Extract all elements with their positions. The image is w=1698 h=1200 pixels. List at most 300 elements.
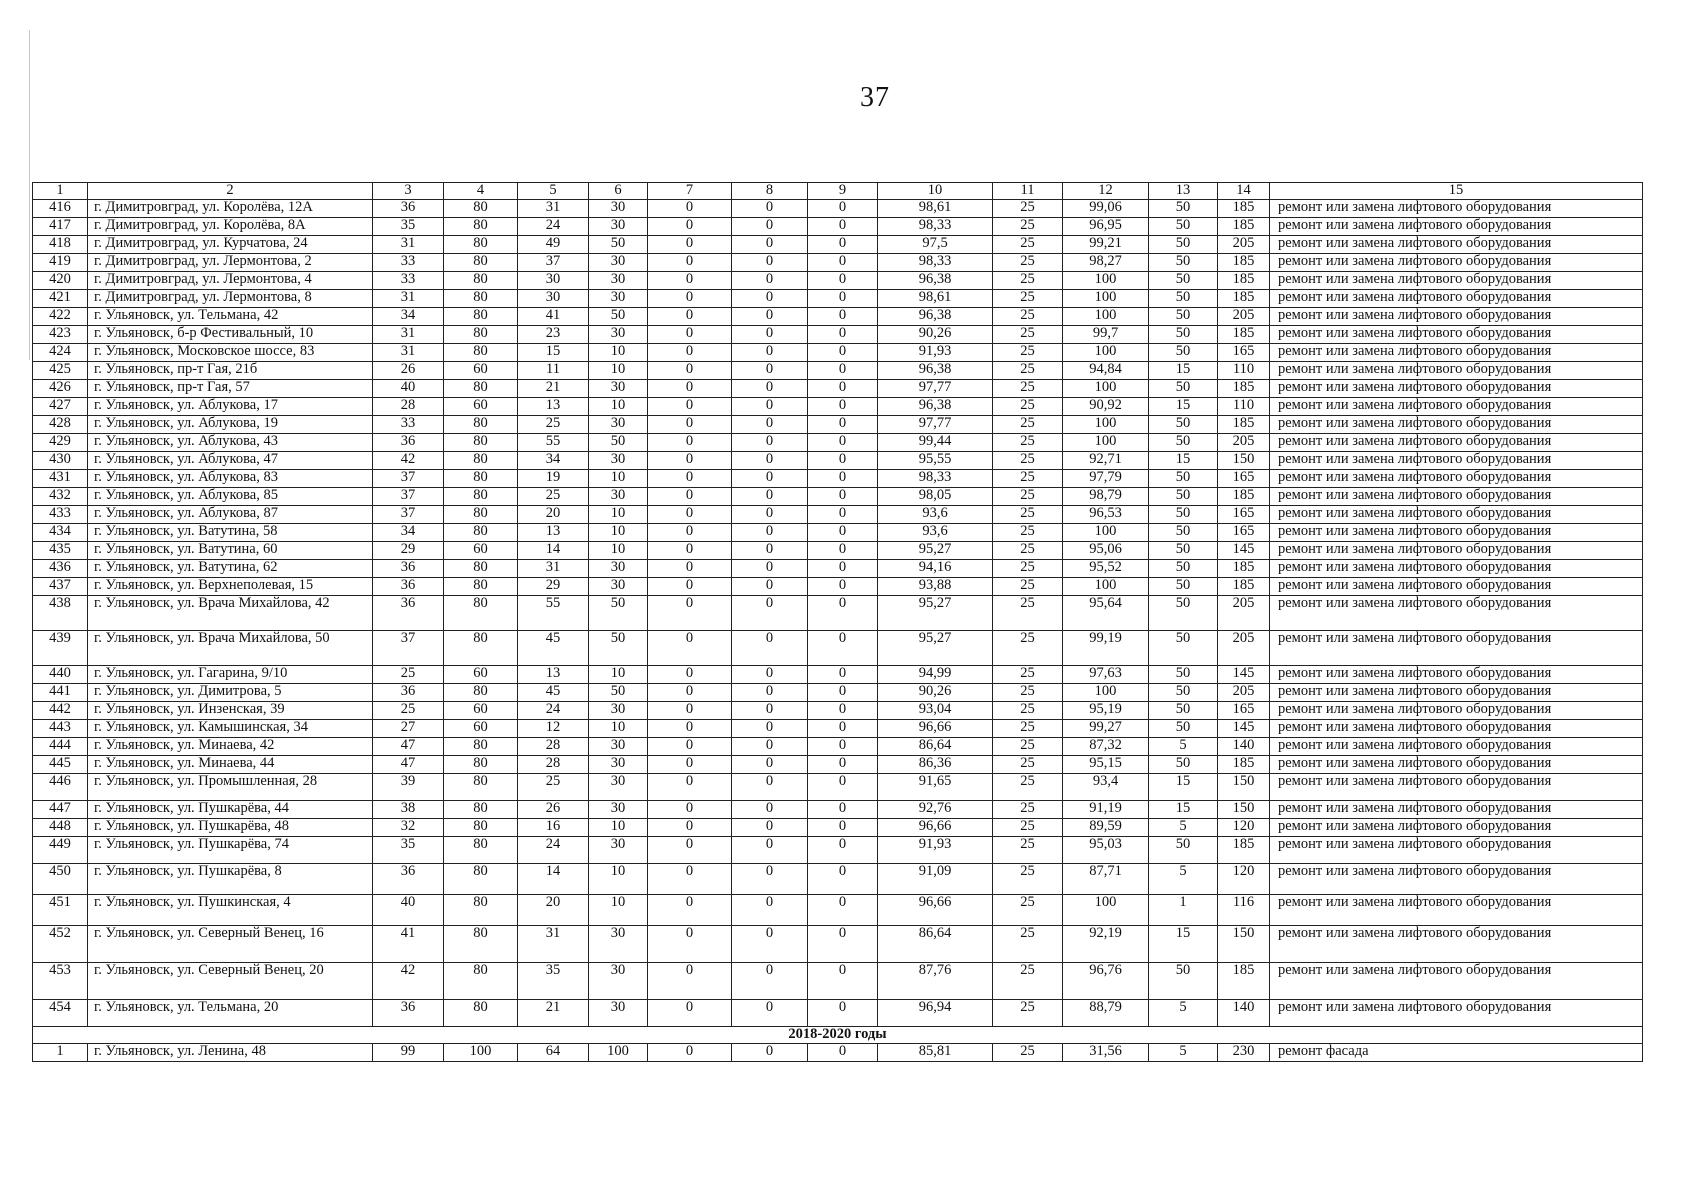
header-row <box>33 183 1643 200</box>
value-cell: 0 <box>648 416 732 434</box>
value-cell: 116 <box>1218 895 1270 926</box>
value-cell: 185 <box>1218 963 1270 1000</box>
value-cell: 80 <box>444 756 518 774</box>
value-cell: 10 <box>589 506 648 524</box>
value-cell: 80 <box>444 801 518 819</box>
value-cell: 0 <box>808 506 878 524</box>
value-cell: 0 <box>648 326 732 344</box>
value-cell: 80 <box>444 926 518 963</box>
work-type-cell: ремонт или замена лифтового оборудования <box>1270 684 1643 702</box>
value-cell: 25 <box>993 506 1063 524</box>
value-cell: 91,19 <box>1063 801 1149 819</box>
value-cell: 25 <box>993 200 1063 218</box>
value-cell: 0 <box>808 452 878 470</box>
work-type-cell: ремонт или замена лифтового оборудования <box>1270 702 1643 720</box>
value-cell: 36 <box>373 1000 444 1027</box>
value-cell: 37 <box>518 254 589 272</box>
value-cell: 98,79 <box>1063 488 1149 506</box>
value-cell: 0 <box>648 895 732 926</box>
value-cell: 0 <box>808 926 878 963</box>
table-row <box>33 398 1643 416</box>
value-cell: 0 <box>808 200 878 218</box>
value-cell: 50 <box>1149 596 1218 631</box>
section-title: 2018-2020 годы <box>33 1027 1643 1044</box>
value-cell: 120 <box>1218 864 1270 895</box>
value-cell: 96,38 <box>878 362 993 380</box>
value-cell: 93,04 <box>878 702 993 720</box>
value-cell: 145 <box>1218 720 1270 738</box>
header-cell: 14 <box>1218 183 1270 200</box>
value-cell: 99,7 <box>1063 326 1149 344</box>
value-cell: 0 <box>732 218 808 236</box>
value-cell: 0 <box>732 801 808 819</box>
value-cell: 0 <box>732 819 808 837</box>
value-cell: 0 <box>732 380 808 398</box>
value-cell: 110 <box>1218 398 1270 416</box>
value-cell: 80 <box>444 200 518 218</box>
row-number-cell: 440 <box>33 666 88 684</box>
value-cell: 0 <box>808 666 878 684</box>
address-cell: г. Димитровград, ул. Королёва, 8А <box>88 218 373 236</box>
table-row <box>33 470 1643 488</box>
value-cell: 50 <box>1149 560 1218 578</box>
value-cell: 40 <box>373 895 444 926</box>
table-row <box>33 631 1643 666</box>
address-cell: г. Ульяновск, Московское шоссе, 83 <box>88 344 373 362</box>
work-type-cell: ремонт или замена лифтового оборудования <box>1270 326 1643 344</box>
work-type-cell: ремонт или замена лифтового оборудования <box>1270 774 1643 801</box>
table-row <box>33 864 1643 895</box>
value-cell: 28 <box>518 738 589 756</box>
value-cell: 0 <box>732 738 808 756</box>
value-cell: 0 <box>732 470 808 488</box>
value-cell: 96,76 <box>1063 963 1149 1000</box>
value-cell: 50 <box>1149 290 1218 308</box>
value-cell: 87,32 <box>1063 738 1149 756</box>
value-cell: 0 <box>648 819 732 837</box>
value-cell: 80 <box>444 380 518 398</box>
table-row <box>33 200 1643 218</box>
header-cell: 15 <box>1270 183 1643 200</box>
value-cell: 5 <box>1149 819 1218 837</box>
row-number-cell: 434 <box>33 524 88 542</box>
row-number-cell: 425 <box>33 362 88 380</box>
value-cell: 0 <box>648 236 732 254</box>
value-cell: 0 <box>732 684 808 702</box>
value-cell: 23 <box>518 326 589 344</box>
address-cell: г. Ульяновск, ул. Аблукова, 83 <box>88 470 373 488</box>
value-cell: 0 <box>648 560 732 578</box>
value-cell: 12 <box>518 720 589 738</box>
value-cell: 0 <box>808 1044 878 1062</box>
value-cell: 98,33 <box>878 218 993 236</box>
work-type-cell: ремонт или замена лифтового оборудования <box>1270 738 1643 756</box>
value-cell: 0 <box>648 254 732 272</box>
value-cell: 96,38 <box>878 398 993 416</box>
value-cell: 60 <box>444 542 518 560</box>
value-cell: 0 <box>732 398 808 416</box>
value-cell: 0 <box>648 488 732 506</box>
value-cell: 31 <box>518 560 589 578</box>
value-cell: 96,38 <box>878 272 993 290</box>
address-cell: г. Димитровград, ул. Лермонтова, 8 <box>88 290 373 308</box>
value-cell: 150 <box>1218 926 1270 963</box>
value-cell: 90,26 <box>878 684 993 702</box>
row-number-cell: 418 <box>33 236 88 254</box>
value-cell: 165 <box>1218 344 1270 362</box>
work-type-cell: ремонт или замена лифтового оборудования <box>1270 542 1643 560</box>
work-type-cell: ремонт или замена лифтового оборудования <box>1270 434 1643 452</box>
value-cell: 0 <box>732 720 808 738</box>
value-cell: 50 <box>1149 578 1218 596</box>
value-cell: 0 <box>648 702 732 720</box>
value-cell: 95,15 <box>1063 756 1149 774</box>
value-cell: 25 <box>993 452 1063 470</box>
value-cell: 150 <box>1218 774 1270 801</box>
value-cell: 0 <box>648 631 732 666</box>
address-cell: г. Ульяновск, ул. Минаева, 42 <box>88 738 373 756</box>
value-cell: 185 <box>1218 254 1270 272</box>
value-cell: 35 <box>518 963 589 1000</box>
value-cell: 64 <box>518 1044 589 1062</box>
value-cell: 60 <box>444 398 518 416</box>
value-cell: 0 <box>732 362 808 380</box>
value-cell: 25 <box>993 895 1063 926</box>
address-cell: г. Ульяновск, ул. Аблукова, 87 <box>88 506 373 524</box>
value-cell: 50 <box>589 631 648 666</box>
value-cell: 92,76 <box>878 801 993 819</box>
value-cell: 50 <box>1149 756 1218 774</box>
repair-table <box>32 182 1643 1062</box>
row-number-cell: 1 <box>33 1044 88 1062</box>
value-cell: 100 <box>1063 380 1149 398</box>
value-cell: 50 <box>1149 272 1218 290</box>
value-cell: 14 <box>518 864 589 895</box>
value-cell: 0 <box>732 416 808 434</box>
value-cell: 86,64 <box>878 738 993 756</box>
value-cell: 96,66 <box>878 720 993 738</box>
value-cell: 0 <box>648 738 732 756</box>
row-number-cell: 419 <box>33 254 88 272</box>
value-cell: 25 <box>993 416 1063 434</box>
value-cell: 50 <box>1149 434 1218 452</box>
value-cell: 25 <box>373 702 444 720</box>
value-cell: 80 <box>444 963 518 1000</box>
address-cell: г. Димитровград, ул. Лермонтова, 4 <box>88 272 373 290</box>
value-cell: 0 <box>808 864 878 895</box>
table-row <box>33 560 1643 578</box>
value-cell: 0 <box>808 470 878 488</box>
value-cell: 55 <box>518 596 589 631</box>
value-cell: 10 <box>589 362 648 380</box>
work-type-cell: ремонт или замена лифтового оборудования <box>1270 560 1643 578</box>
work-type-cell: ремонт или замена лифтового оборудования <box>1270 200 1643 218</box>
work-type-cell: ремонт или замена лифтового оборудования <box>1270 596 1643 631</box>
value-cell: 38 <box>373 801 444 819</box>
value-cell: 90,92 <box>1063 398 1149 416</box>
value-cell: 24 <box>518 702 589 720</box>
value-cell: 0 <box>808 524 878 542</box>
value-cell: 25 <box>993 380 1063 398</box>
value-cell: 0 <box>732 1000 808 1027</box>
value-cell: 10 <box>589 344 648 362</box>
value-cell: 30 <box>589 578 648 596</box>
value-cell: 50 <box>1149 837 1218 864</box>
table-row <box>33 819 1643 837</box>
value-cell: 93,6 <box>878 524 993 542</box>
scan-edge-line <box>29 30 30 360</box>
address-cell: г. Ульяновск, ул. Тельмана, 42 <box>88 308 373 326</box>
value-cell: 0 <box>648 200 732 218</box>
table-row <box>33 684 1643 702</box>
address-cell: г. Ульяновск, ул. Северный Венец, 20 <box>88 963 373 1000</box>
table-row <box>33 720 1643 738</box>
value-cell: 50 <box>589 434 648 452</box>
work-type-cell: ремонт или замена лифтового оборудования <box>1270 864 1643 895</box>
value-cell: 41 <box>373 926 444 963</box>
value-cell: 80 <box>444 416 518 434</box>
row-number-cell: 454 <box>33 1000 88 1027</box>
value-cell: 35 <box>373 218 444 236</box>
value-cell: 93,4 <box>1063 774 1149 801</box>
value-cell: 50 <box>1149 524 1218 542</box>
value-cell: 0 <box>648 506 732 524</box>
value-cell: 50 <box>589 308 648 326</box>
value-cell: 80 <box>444 774 518 801</box>
value-cell: 36 <box>373 434 444 452</box>
value-cell: 30 <box>589 416 648 434</box>
value-cell: 0 <box>732 542 808 560</box>
address-cell: г. Ульяновск, ул. Врача Михайлова, 50 <box>88 631 373 666</box>
value-cell: 96,53 <box>1063 506 1149 524</box>
value-cell: 165 <box>1218 470 1270 488</box>
value-cell: 25 <box>993 1044 1063 1062</box>
value-cell: 100 <box>1063 895 1149 926</box>
row-number-cell: 443 <box>33 720 88 738</box>
value-cell: 0 <box>648 434 732 452</box>
table-row <box>33 666 1643 684</box>
value-cell: 80 <box>444 1000 518 1027</box>
value-cell: 30 <box>589 1000 648 1027</box>
table-row <box>33 1000 1643 1027</box>
table-row <box>33 254 1643 272</box>
address-cell: г. Ульяновск, ул. Димитрова, 5 <box>88 684 373 702</box>
value-cell: 0 <box>648 756 732 774</box>
value-cell: 93,6 <box>878 506 993 524</box>
value-cell: 25 <box>993 344 1063 362</box>
address-cell: г. Ульяновск, ул. Ватутина, 60 <box>88 542 373 560</box>
value-cell: 0 <box>732 434 808 452</box>
value-cell: 0 <box>808 218 878 236</box>
value-cell: 25 <box>993 631 1063 666</box>
value-cell: 26 <box>373 362 444 380</box>
value-cell: 29 <box>373 542 444 560</box>
value-cell: 50 <box>1149 326 1218 344</box>
address-cell: г. Ульяновск, ул. Гагарина, 9/10 <box>88 666 373 684</box>
value-cell: 140 <box>1218 1000 1270 1027</box>
value-cell: 39 <box>373 774 444 801</box>
header-cell: 1 <box>33 183 88 200</box>
row-number-cell: 426 <box>33 380 88 398</box>
value-cell: 41 <box>518 308 589 326</box>
value-cell: 100 <box>589 1044 648 1062</box>
table-row <box>33 756 1643 774</box>
value-cell: 50 <box>1149 702 1218 720</box>
value-cell: 80 <box>444 344 518 362</box>
value-cell: 140 <box>1218 738 1270 756</box>
value-cell: 35 <box>373 837 444 864</box>
work-type-cell: ремонт или замена лифтового оборудования <box>1270 578 1643 596</box>
work-type-cell: ремонт или замена лифтового оборудования <box>1270 895 1643 926</box>
value-cell: 30 <box>518 272 589 290</box>
value-cell: 1 <box>1149 895 1218 926</box>
header-cell: 4 <box>444 183 518 200</box>
table-row <box>33 524 1643 542</box>
value-cell: 10 <box>589 470 648 488</box>
row-number-cell: 430 <box>33 452 88 470</box>
row-number-cell: 439 <box>33 631 88 666</box>
value-cell: 95,03 <box>1063 837 1149 864</box>
work-type-cell: ремонт или замена лифтового оборудования <box>1270 362 1643 380</box>
value-cell: 50 <box>1149 344 1218 362</box>
value-cell: 10 <box>589 895 648 926</box>
value-cell: 32 <box>373 819 444 837</box>
row-number-cell: 435 <box>33 542 88 560</box>
value-cell: 31 <box>518 926 589 963</box>
value-cell: 90,26 <box>878 326 993 344</box>
value-cell: 100 <box>1063 272 1149 290</box>
value-cell: 34 <box>373 308 444 326</box>
value-cell: 31 <box>373 344 444 362</box>
value-cell: 30 <box>589 200 648 218</box>
row-number-cell: 453 <box>33 963 88 1000</box>
value-cell: 19 <box>518 470 589 488</box>
table-row <box>33 416 1643 434</box>
value-cell: 0 <box>808 774 878 801</box>
value-cell: 0 <box>648 578 732 596</box>
value-cell: 185 <box>1218 837 1270 864</box>
value-cell: 25 <box>993 560 1063 578</box>
work-type-cell: ремонт фасада <box>1270 1044 1643 1062</box>
table-row <box>33 236 1643 254</box>
value-cell: 0 <box>808 801 878 819</box>
value-cell: 185 <box>1218 272 1270 290</box>
work-type-cell: ремонт или замена лифтового оборудования <box>1270 254 1643 272</box>
value-cell: 25 <box>993 218 1063 236</box>
value-cell: 0 <box>732 344 808 362</box>
value-cell: 15 <box>1149 774 1218 801</box>
value-cell: 16 <box>518 819 589 837</box>
value-cell: 165 <box>1218 702 1270 720</box>
value-cell: 50 <box>1149 631 1218 666</box>
value-cell: 10 <box>589 398 648 416</box>
value-cell: 80 <box>444 738 518 756</box>
value-cell: 60 <box>444 720 518 738</box>
value-cell: 30 <box>589 738 648 756</box>
work-type-cell: ремонт или замена лифтового оборудования <box>1270 236 1643 254</box>
row-number-cell: 422 <box>33 308 88 326</box>
value-cell: 0 <box>808 362 878 380</box>
table-row <box>33 380 1643 398</box>
work-type-cell: ремонт или замена лифтового оборудования <box>1270 631 1643 666</box>
work-type-cell: ремонт или замена лифтового оборудования <box>1270 963 1643 1000</box>
work-type-cell: ремонт или замена лифтового оборудования <box>1270 837 1643 864</box>
value-cell: 94,16 <box>878 560 993 578</box>
value-cell: 25 <box>993 542 1063 560</box>
header-cell: 8 <box>732 183 808 200</box>
value-cell: 0 <box>732 506 808 524</box>
value-cell: 0 <box>732 290 808 308</box>
row-number-cell: 416 <box>33 200 88 218</box>
value-cell: 0 <box>808 756 878 774</box>
value-cell: 185 <box>1218 756 1270 774</box>
value-cell: 50 <box>1149 308 1218 326</box>
value-cell: 95,27 <box>878 631 993 666</box>
value-cell: 30 <box>589 326 648 344</box>
value-cell: 0 <box>808 398 878 416</box>
value-cell: 10 <box>589 666 648 684</box>
value-cell: 0 <box>808 837 878 864</box>
value-cell: 97,63 <box>1063 666 1149 684</box>
value-cell: 100 <box>1063 308 1149 326</box>
value-cell: 24 <box>518 218 589 236</box>
value-cell: 0 <box>808 738 878 756</box>
value-cell: 50 <box>1149 506 1218 524</box>
value-cell: 5 <box>1149 738 1218 756</box>
value-cell: 10 <box>589 524 648 542</box>
value-cell: 0 <box>648 398 732 416</box>
value-cell: 50 <box>1149 542 1218 560</box>
address-cell: г. Димитровград, ул. Лермонтова, 2 <box>88 254 373 272</box>
table-row <box>33 452 1643 470</box>
value-cell: 0 <box>648 380 732 398</box>
value-cell: 30 <box>589 801 648 819</box>
value-cell: 25 <box>993 720 1063 738</box>
value-cell: 205 <box>1218 596 1270 631</box>
value-cell: 0 <box>808 488 878 506</box>
value-cell: 60 <box>444 666 518 684</box>
value-cell: 95,27 <box>878 596 993 631</box>
value-cell: 0 <box>648 344 732 362</box>
value-cell: 30 <box>589 218 648 236</box>
value-cell: 96,66 <box>878 819 993 837</box>
value-cell: 25 <box>993 963 1063 1000</box>
value-cell: 25 <box>993 801 1063 819</box>
work-type-cell: ремонт или замена лифтового оборудования <box>1270 272 1643 290</box>
value-cell: 0 <box>732 774 808 801</box>
row-number-cell: 448 <box>33 819 88 837</box>
value-cell: 15 <box>1149 362 1218 380</box>
address-cell: г. Ульяновск, ул. Ватутина, 58 <box>88 524 373 542</box>
value-cell: 96,95 <box>1063 218 1149 236</box>
value-cell: 95,52 <box>1063 560 1149 578</box>
address-cell: г. Ульяновск, ул. Пушкарёва, 8 <box>88 864 373 895</box>
value-cell: 80 <box>444 578 518 596</box>
table-row <box>33 362 1643 380</box>
value-cell: 98,05 <box>878 488 993 506</box>
value-cell: 230 <box>1218 1044 1270 1062</box>
value-cell: 50 <box>1149 200 1218 218</box>
row-number-cell: 427 <box>33 398 88 416</box>
value-cell: 91,93 <box>878 837 993 864</box>
header-cell: 10 <box>878 183 993 200</box>
header-cell: 12 <box>1063 183 1149 200</box>
value-cell: 20 <box>518 895 589 926</box>
row-number-cell: 445 <box>33 756 88 774</box>
value-cell: 165 <box>1218 524 1270 542</box>
value-cell: 0 <box>732 272 808 290</box>
value-cell: 0 <box>808 416 878 434</box>
